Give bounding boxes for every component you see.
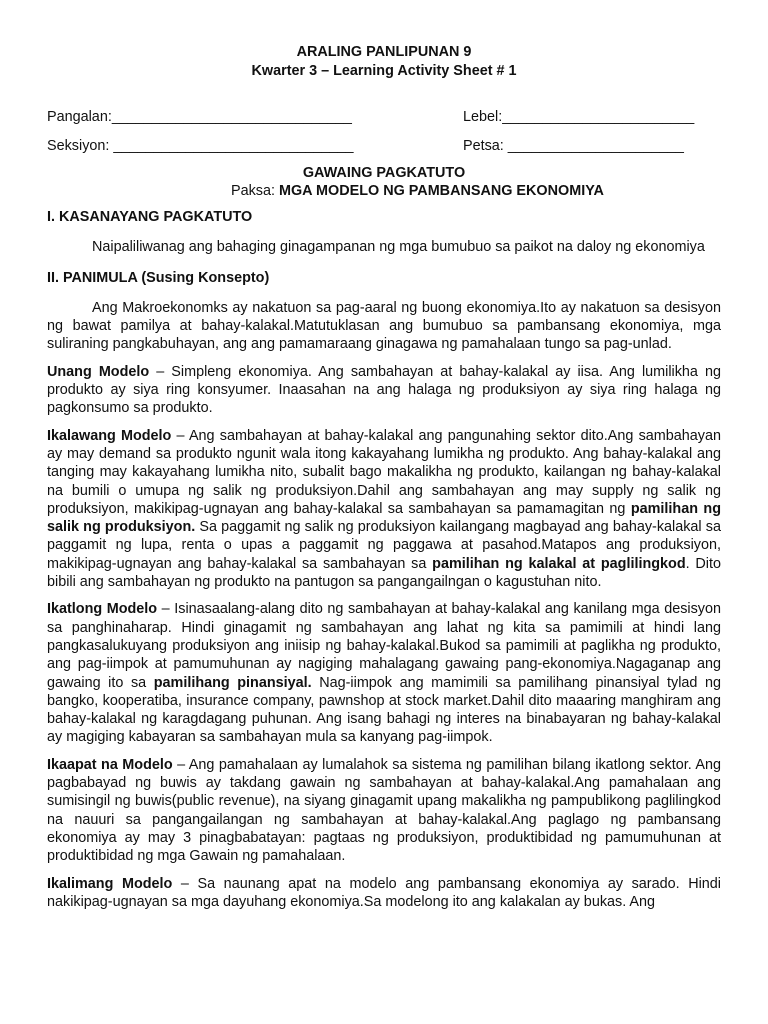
section2-heading: II. PANIMULA (Susing Konsepto) — [47, 269, 270, 286]
paksa-label: Paksa: — [231, 183, 275, 199]
model-3-paragraph — [47, 600, 721, 746]
model-5-label: Ikalimang Modelo — [47, 875, 173, 892]
lebel-field: Lebel:________________________ — [463, 109, 695, 125]
model-4-paragraph — [47, 756, 721, 866]
model-3-bold-a: pamilihang pinansiyal. — [153, 674, 312, 691]
model-4-label: Ikaapat na Modelo — [47, 756, 173, 773]
model-1-text: – Simpleng ekonomiya. Ang sambahayan at bahay-kalakal ay iisa. Ang lumilikha ng produkto ay siya ring konsyumer. Inaasahan na ang halaga ng produksiyon ay siya ring halaga ng pagkonsumo sa produkto. — [47, 363, 721, 417]
model-2-label: Ikalawang Modelo — [47, 427, 172, 444]
pangalan-field: Pangalan:______________________________ — [47, 109, 352, 125]
model-2-paragraph — [47, 427, 721, 592]
model-1-paragraph — [47, 363, 721, 418]
model-2-text-b: Sa paggamit ng salik ng produksiyon kailangang magbayad ang bahay-kalakal sa paggamit ng lupa, renta o upas a paggamit ng paggawa at pasahod.Matapos ang produksiyon, makikipag-ugnayan ang bahay-kalakal sa sambahayan sa — [47, 519, 721, 572]
subject-title: ARALING PANLIPUNAN 9 — [296, 44, 472, 60]
seksiyon-field: Seksiyon: ______________________________ — [47, 138, 354, 154]
model-2-bold-b: pamilihan ng kalakal at paglilingkod — [432, 555, 686, 572]
model-1-label: Unang Modelo — [47, 363, 150, 380]
section2-intro: Ang Makroekonomks ay nakatuon sa pag-aaral ng buong ekonomiya.Ito ay nakatuon sa desisyon ng bawat pamilya at bahay-kalakal.Matutuklasan ang bumubuo sa pambansang ekonomiya, mga suliraning pangkabuhayan, ang ang pamamaraang ginagawa ng pamahalaan tungo sa pag-unlad. — [47, 299, 721, 353]
activity-heading: GAWAING PAGKATUTO — [302, 165, 466, 181]
section1-heading: I. KASANAYANG PAGKATUTO — [47, 209, 253, 225]
model-3-text-b: Nag-iimpok ang mamimili sa pamilihang pinansiyal tylad ng bangko, kooperatiba, insurance company, pawnshop at stock market.Dahil dito maaaring manghiram ang bahay-kalakal ng karagdagang puhunan. Ang isang bahagi ng interes na binabayaran ng bahay-kalakal ay magiging kabayaran sa sambahayan mula sa kanyang pag-iimpok. — [47, 674, 721, 746]
sheet-body — [47, 208, 721, 911]
model-5-paragraph — [47, 875, 721, 912]
paksa-line — [231, 182, 604, 200]
model-2-text-a: – Ang sambahayan at bahay-kalakal ang pangunahing sektor dito.Ang sambahayan ay may demand sa produkto ngunit wala itong kakayahang lumikha ng produkto. Ang bahay-kalakal ang tanging may kakayahang lumikha nito, subalit bago makalikha ng produkto, kailangan ng bahay-kalakal na bumili o umupa ng salik ng produksiyon.Dahil ang sambahayan ang may supply ng salik ng produksiyon, makikipag-ugnayan ang bahay-kalakal sa sambahayan sa pamamagitan ng — [47, 427, 721, 517]
model-4-text: – Ang pamahalaan ay lumalahok sa sistema ng pamilihan bilang ikatlong sektor. Ang pagbabayad ng buwis ay takdang gawain ng sambahayan at bahay-kalakal.Ang pamahalaan ang sumisingil ng buwis(public revenue), na siyang ginagamit upang makalikha ng pampublikong paglilingkod na nauuri sa pangangailangan ng sambahayan at bahay-kalakal.Ang paglago ng pambansang ekonomiya ay may 3 pinagbabatayan: pagtaas ng produksiyon, produktibidad ng pamumuhunan at produktibidad ng mga Gawain ng pamahalaan. — [47, 756, 722, 865]
sheet-subtitle: Kwarter 3 – Learning Activity Sheet # 1 — [251, 63, 517, 79]
petsa-field: Petsa: ______________________ — [463, 138, 684, 154]
section1-text: Naipaliliwanag ang bahaging ginagampanan ng mga bumubuo sa paikot na daloy ng ekonomiya — [92, 239, 705, 256]
model-5-text: – Sa naunang apat na modelo ang pambansang ekonomiya ay sarado. Hindi nakikipag-ugnayan sa mga dayuhang ekonomiya.Sa modelong ito ang kalakalan ay bukas. Ang — [47, 875, 721, 910]
model-3-label: Ikatlong Modelo — [47, 601, 158, 618]
model-3-text-a: – Isinasaalang-alang dito ng sambahayan at bahay-kalakal ang kanilang mga desisyon sa panghinaharap. Hindi ginagamit ng sambahayan ang lahat ng kita sa pamimili at hindi lang pangkasalukuyang produksiyon ang iniisip ng bahay-kalakal.Bukod sa pamimili at paglikha ng produkto, ang pag-iimpok at pamumuhunan ay nagiging mahalagang gawaing pang-ekonomiya.Nagaganap ang gawaing ito sa — [47, 601, 722, 691]
model-2-bold-a: pamilihan ng salik ng produksiyon. — [47, 500, 721, 536]
paksa-title: MGA MODELO NG PAMBANSANG EKONOMIYA — [279, 183, 604, 199]
model-2-text-c: . Dito bibili ang sambahayan ng produkto na pantugon sa pangangailngan o kagustuhan nito. — [47, 555, 722, 591]
